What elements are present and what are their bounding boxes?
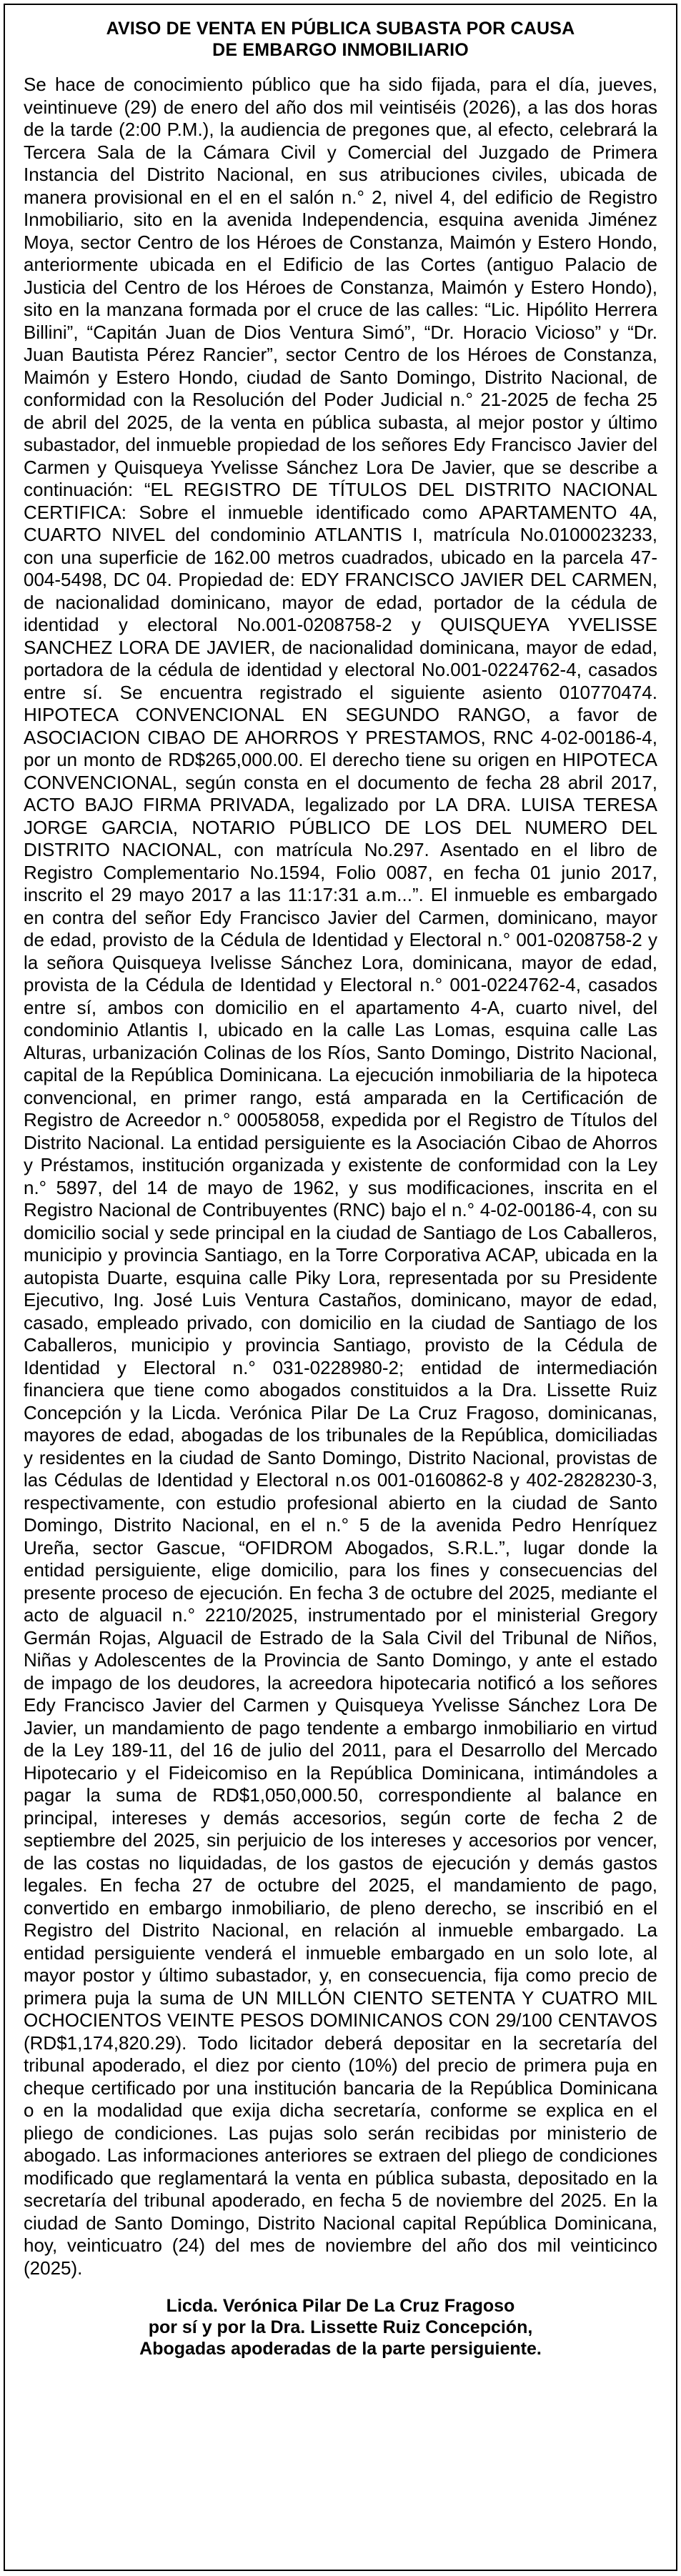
notice-title-line-1: AVISO DE VENTA EN PÚBLICA SUBASTA POR CAUSA xyxy=(106,19,575,39)
notice-title-line-2: DE EMBARGO INMOBILIARIO xyxy=(212,40,469,60)
notice-body-text: Se hace de conocimiento público que ha sido fijada, para el día, jueves, veintinueve (29) de enero del año dos mil veintiséis (2026), a las dos horas de la tarde (2:00 P.M.), la audiencia de pregones que, al efecto, celebrará la Tercera Sala de la Cámara Civil y Comercial del Juzgado de Primera Instancia del Distrito Nacional, en sus atribuciones civiles, ubicada de manera provisional en el en el salón n.° 2, nivel 4, del edificio de Registro Inmobiliario, sito en la avenida Independencia, esquina avenida Jiménez Moya, sector Centro de los Héroes de Constanza, Maimón y Estero Hondo, anteriormente ubicada en el Edificio de las Cortes (antiguo Palacio de Justicia del Centro de los Héroes de Constanza, Maimón y Estero Hondo), sito en la manzana formada por el cruce de las calles: “Lic. Hipólito Herrera Billini”, “Capitán Juan de Dios Ventura Simó”, “Dr. Horacio Vicioso” y “Dr. Juan Bautista Pérez Rancier”, sector Centro de los Héroes de Constanza, Maimón y Estero Hondo, ciudad de Santo Domingo, Distrito Nacional, de conformidad con la Resolución del Poder Judicial n.° 21-2025 de fecha 25 de abril del 2025, de la venta en pública subasta, al mejor postor y último subastador, del inmueble propiedad de los señores Edy Francisco Javier del Carmen y Quisqueya Yvelisse Sánchez Lora De Javier, que se describe a continuación: “EL REGISTRO DE TÍTULOS DEL DISTRITO NACIONAL CERTIFICA: Sobre el inmueble identificado como APARTAMENTO 4A, CUARTO NIVEL del condominio ATLANTIS I, matrícula No.0100023233, con una superficie de 162.00 metros cuadrados, ubicado en la parcela 47-004-5498, DC 04. Propiedad de: EDY FRANCISCO JAVIER DEL CARMEN, de nacionalidad dominicano, mayor de edad, portador de la cédula de identidad y electoral No.001-0208758-2 y QUISQUEYA YVELISSE SANCHEZ LORA DE JAVIER, de nacionalidad dominicana, mayor de edad, portadora de la cédula de identidad y electoral No.001-0224762-4, casados entre sí. Se encuentra registrado el siguiente asiento 010770474. HIPOTECA CONVENCIONAL EN SEGUNDO RANGO, a favor de ASOCIACION CIBAO DE AHORROS Y PRESTAMOS, RNC 4-02-00186-4, por un monto de RD$265,000.00. El derecho tiene su origen en HIPOTECA CONVENCIONAL, según consta en el documento de fecha 28 abril 2017, ACTO BAJO FIRMA PRIVADA, legalizado por LA DRA. LUISA TERESA JORGE GARCIA, NOTARIO PÚBLICO DE LOS DEL NUMERO DEL DISTRITO NACIONAL, con matrícula No.297. Asentado en el libro de Registro Complementario No.1594, Folio 0087, en fecha 01 junio 2017, inscrito el 29 mayo 2017 a las 11:17:31 a.m...”. El inmueble es embargado en contra del señor Edy Francisco Javier del Carmen, dominicano, mayor de edad, provisto de la Cédula de Identidad y Electoral n.° 001-0208758-2 y la señora Quisqueya Ivelisse Sánchez Lora, dominicana, mayor de edad, provista de la Cédula de Identidad y Electoral n.° 001-0224762-4, casados entre sí, ambos con domicilio en el apartamento 4-A, cuarto nivel, del condominio Atlantis I, ubicado en la calle Las Lomas, esquina calle Las Alturas, urbanización Colinas de los Ríos, Santo Domingo, Distrito Nacional, capital de la República Dominicana. La ejecución inmobiliaria de la hipoteca convencional, en primer rango, está amparada en la Certificación de Registro de Acreedor n.° 00058058, expedida por el Registro de Títulos del Distrito Nacional. La entidad persiguiente es la Asociación Cibao de Ahorros y Préstamos, institución organizada y existente de conformidad con la Ley n.° 5897, del 14 de mayo de 1962, y sus modificaciones, inscrita en el Registro Nacional de Contribuyentes (RNC) bajo el n.° 4-02-00186-4, con su domicilio social y sede principal en la ciudad de Santiago de Los Caballeros, municipio y provincia Santiago, en la Torre Corporativa ACAP, ubicada en la autopista Duarte, esquina calle Piky Lora, representada por su Presidente Ejecutivo, Ing. José Luis Ventura Castaños, dominicano, mayor de edad, casado, empleado privado, con domicilio en la ciudad de Santiago de los Caballeros, municipio y provincia Santiago, provisto de la Cédula de Identidad y Electoral n.° 031-0228980-2; entidad de intermediación financiera que tiene como abogados constituidos a la Dra. Lissette Ruiz Concepción y la Licda. Verónica Pilar De La Cruz Fragoso, dominicanas, mayores de edad, abogadas de los tribunales de la República, domiciliadas y residentes en la ciudad de Santo Domingo, Distrito Nacional, provistas de las Cédulas de Identidad y Electoral n.os 001-0160862-8 y 402-2828230-3, respectivamente, con estudio profesional abierto en la ciudad de Santo Domingo, Distrito Nacional, en el n.° 5 de la avenida Pedro Henríquez Ureña, sector Gascue, “OFIDROM Abogados, S.R.L.”, lugar donde la entidad persiguiente, elige domicilio, para los fines y consecuencias del presente proceso de ejecución. En fecha 3 de octubre del 2025, mediante el acto de alguacil n.° 2210/2025, instrumentado por el ministerial Gregory Germán Rojas, Alguacil de Estrado de la Sala Civil del Tribunal de Niños, Niñas y Adolescentes de la Provincia de Santo Domingo, y ante el estado de impago de los deudores, la acreedora hipotecaria notificó a los señores Edy Francisco Javier del Carmen y Quisqueya Yvelisse Sánchez Lora De Javier, un mandamiento de pago tendente a embargo inmobiliario en virtud de la Ley 189-11, del 16 de julio del 2011, para el Desarrollo del Mercado Hipotecario y el Fideicomiso en la República Dominicana, intimándoles a pagar la suma de RD$1,050,000.50, correspondiente al balance en principal, intereses y demás accesorios, según corte de fecha 2 de septiembre del 2025, sin perjuicio de los intereses y accesorios por vencer, de las costas no liquidadas, de los gastos de ejecución y demás gastos legales. En fecha 27 de octubre del 2025, el mandamiento de pago, convertido en embargo inmobiliario, de pleno derecho, se inscribió en el Registro del Distrito Nacional, en relación al inmueble embargado. La entidad persiguiente venderá el inmueble embargado en un solo lote, al mayor postor y último subastador, y, en consecuencia, fija como precio de primera puja la suma de UN MILLÓN CIENTO SETENTA Y CUATRO MIL OCHOCIENTOS VEINTE PESOS DOMINICANOS CON 29/100 CENTAVOS (RD$1,174,820.29). Todo licitador deberá depositar en la secretaría del tribunal apoderado, el diez por ciento (10%) del precio de primera puja en cheque certificado por una institución bancaria de la República Dominicana o en la modalidad que exija dicha secretaría, conforme se explica en el pliego de condiciones. Las pujas solo serán recibidas por ministerio de abogado. Las informaciones anteriores se extraen del pliego de condiciones modificado que reglamentará la venta en pública subasta, depositado en la secretaría del tribunal apoderado, en fecha 5 de noviembre del 2025. En la ciudad de Santo Domingo, Distrito Nacional capital República Dominicana, hoy, veinticuatro (24) del mes de noviembre del año dos mil veinticinco (2025). xyxy=(24,74,657,2279)
notice-border-frame xyxy=(4,4,677,2571)
signature-attorney-name: Licda. Verónica Pilar De La Cruz Fragoso xyxy=(166,2296,515,2316)
signature-representation-line: por sí y por la Dra. Lissette Ruiz Concepción, xyxy=(148,2317,533,2337)
signature-block xyxy=(24,2295,657,2359)
notice-title xyxy=(24,18,657,61)
signature-role-line: Abogadas apoderadas de la parte persiguiente. xyxy=(139,2339,542,2359)
